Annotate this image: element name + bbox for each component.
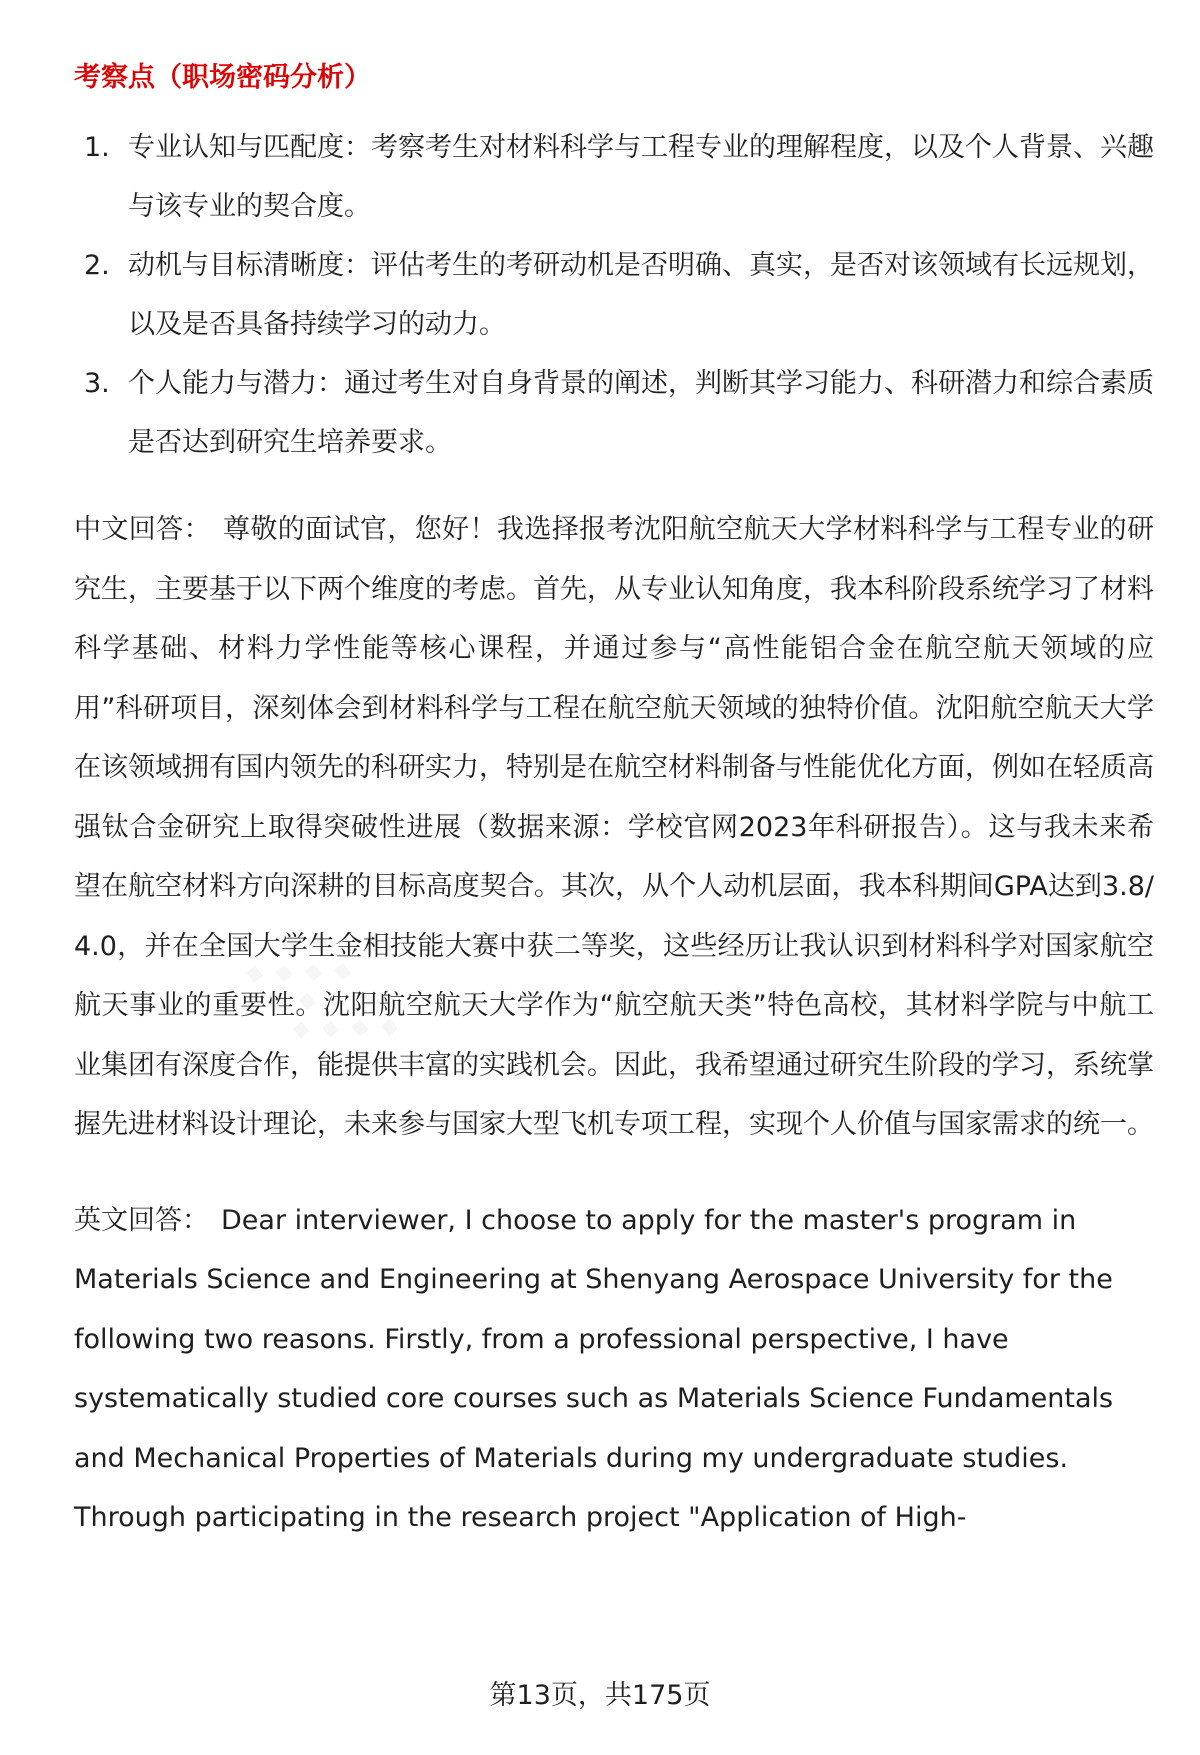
list-item (74, 118, 1154, 236)
section-heading: 考察点（职场密码分析） (74, 62, 371, 93)
english-answer-label: 英文回答： (74, 1204, 209, 1236)
list-text: 专业认知与匹配度：考察考生对材料科学与工程专业的理解程度，以及个人背景、兴趣与该专业的契合度。 (128, 132, 1154, 222)
list-text: 个人能力与潜力：通过考生对自身背景的阐述，判断其学习能力、科研潜力和综合素质是否达到研究生培养要求。 (128, 368, 1154, 458)
list-number: 1. (84, 132, 110, 163)
list-item (74, 236, 1154, 354)
english-answer-text: Dear interviewer, I choose to apply for the master's program in Materials Science and Engineering at Shenyang Aerospace University for the following two reasons. Firstly, from a professional perspective, I have systematically studied core courses such as Materials Science Fundamentals and Mechanical Properties of Materials during my undergraduate studies. Through participating in the research project "Application of High- (74, 1204, 1114, 1533)
chinese-answer-text: 尊敬的面试官，您好！我选择报考沈阳航空航天大学材料科学与工程专业的研究生，主要基于以下两个维度的考虑。首先，从专业认知角度，我本科阶段系统学习了材料科学基础、材料力学性能等核心课程，并通过参与“高性能铝合金在航空航天领域的应用”科研项目，深刻体会到材料科学与工程在航空航天领域的独特价值。沈阳航空航天大学在该领域拥有国内领先的科研实力，特别是在航空材料制备与性能优化方面，例如在轻质高强钛合金研究上取得突破性进展（数据来源：学校官网2023年科研报告）。这与我未来希望在航空材料方向深耕的目标高度契合。其次，从个人动机层面，我本科期间GPA达到3.8/4.0，并在全国大学生金相技能大赛中获二等奖，这些经历让我认识到材料科学对国家航空航天事业的重要性。沈阳航空航天大学作为“航空航天类”特色高校，其材料学院与中航工业集团有深度合作，能提供丰富的实践机会。因此，我希望通过研究生阶段的学习，系统掌握先进材料设计理论，未来参与国家大型飞机专项工程，实现个人价值与国家需求的统一。 (74, 514, 1155, 1140)
assessment-points-list (74, 118, 1154, 472)
chinese-answer-label: 中文回答： (74, 514, 211, 545)
english-answer-paragraph (74, 1191, 1154, 1548)
document-page (74, 56, 1154, 1548)
page-number-footer: 第13页，共175页 (489, 1680, 711, 1711)
list-number: 3. (84, 368, 110, 399)
list-item (74, 354, 1154, 472)
chinese-answer-paragraph (74, 500, 1154, 1155)
list-number: 2. (84, 250, 110, 281)
list-text: 动机与目标清晰度：评估考生的考研动机是否明确、真实，是否对该领域有长远规划，以及是否具备持续学习的动力。 (128, 250, 1154, 340)
